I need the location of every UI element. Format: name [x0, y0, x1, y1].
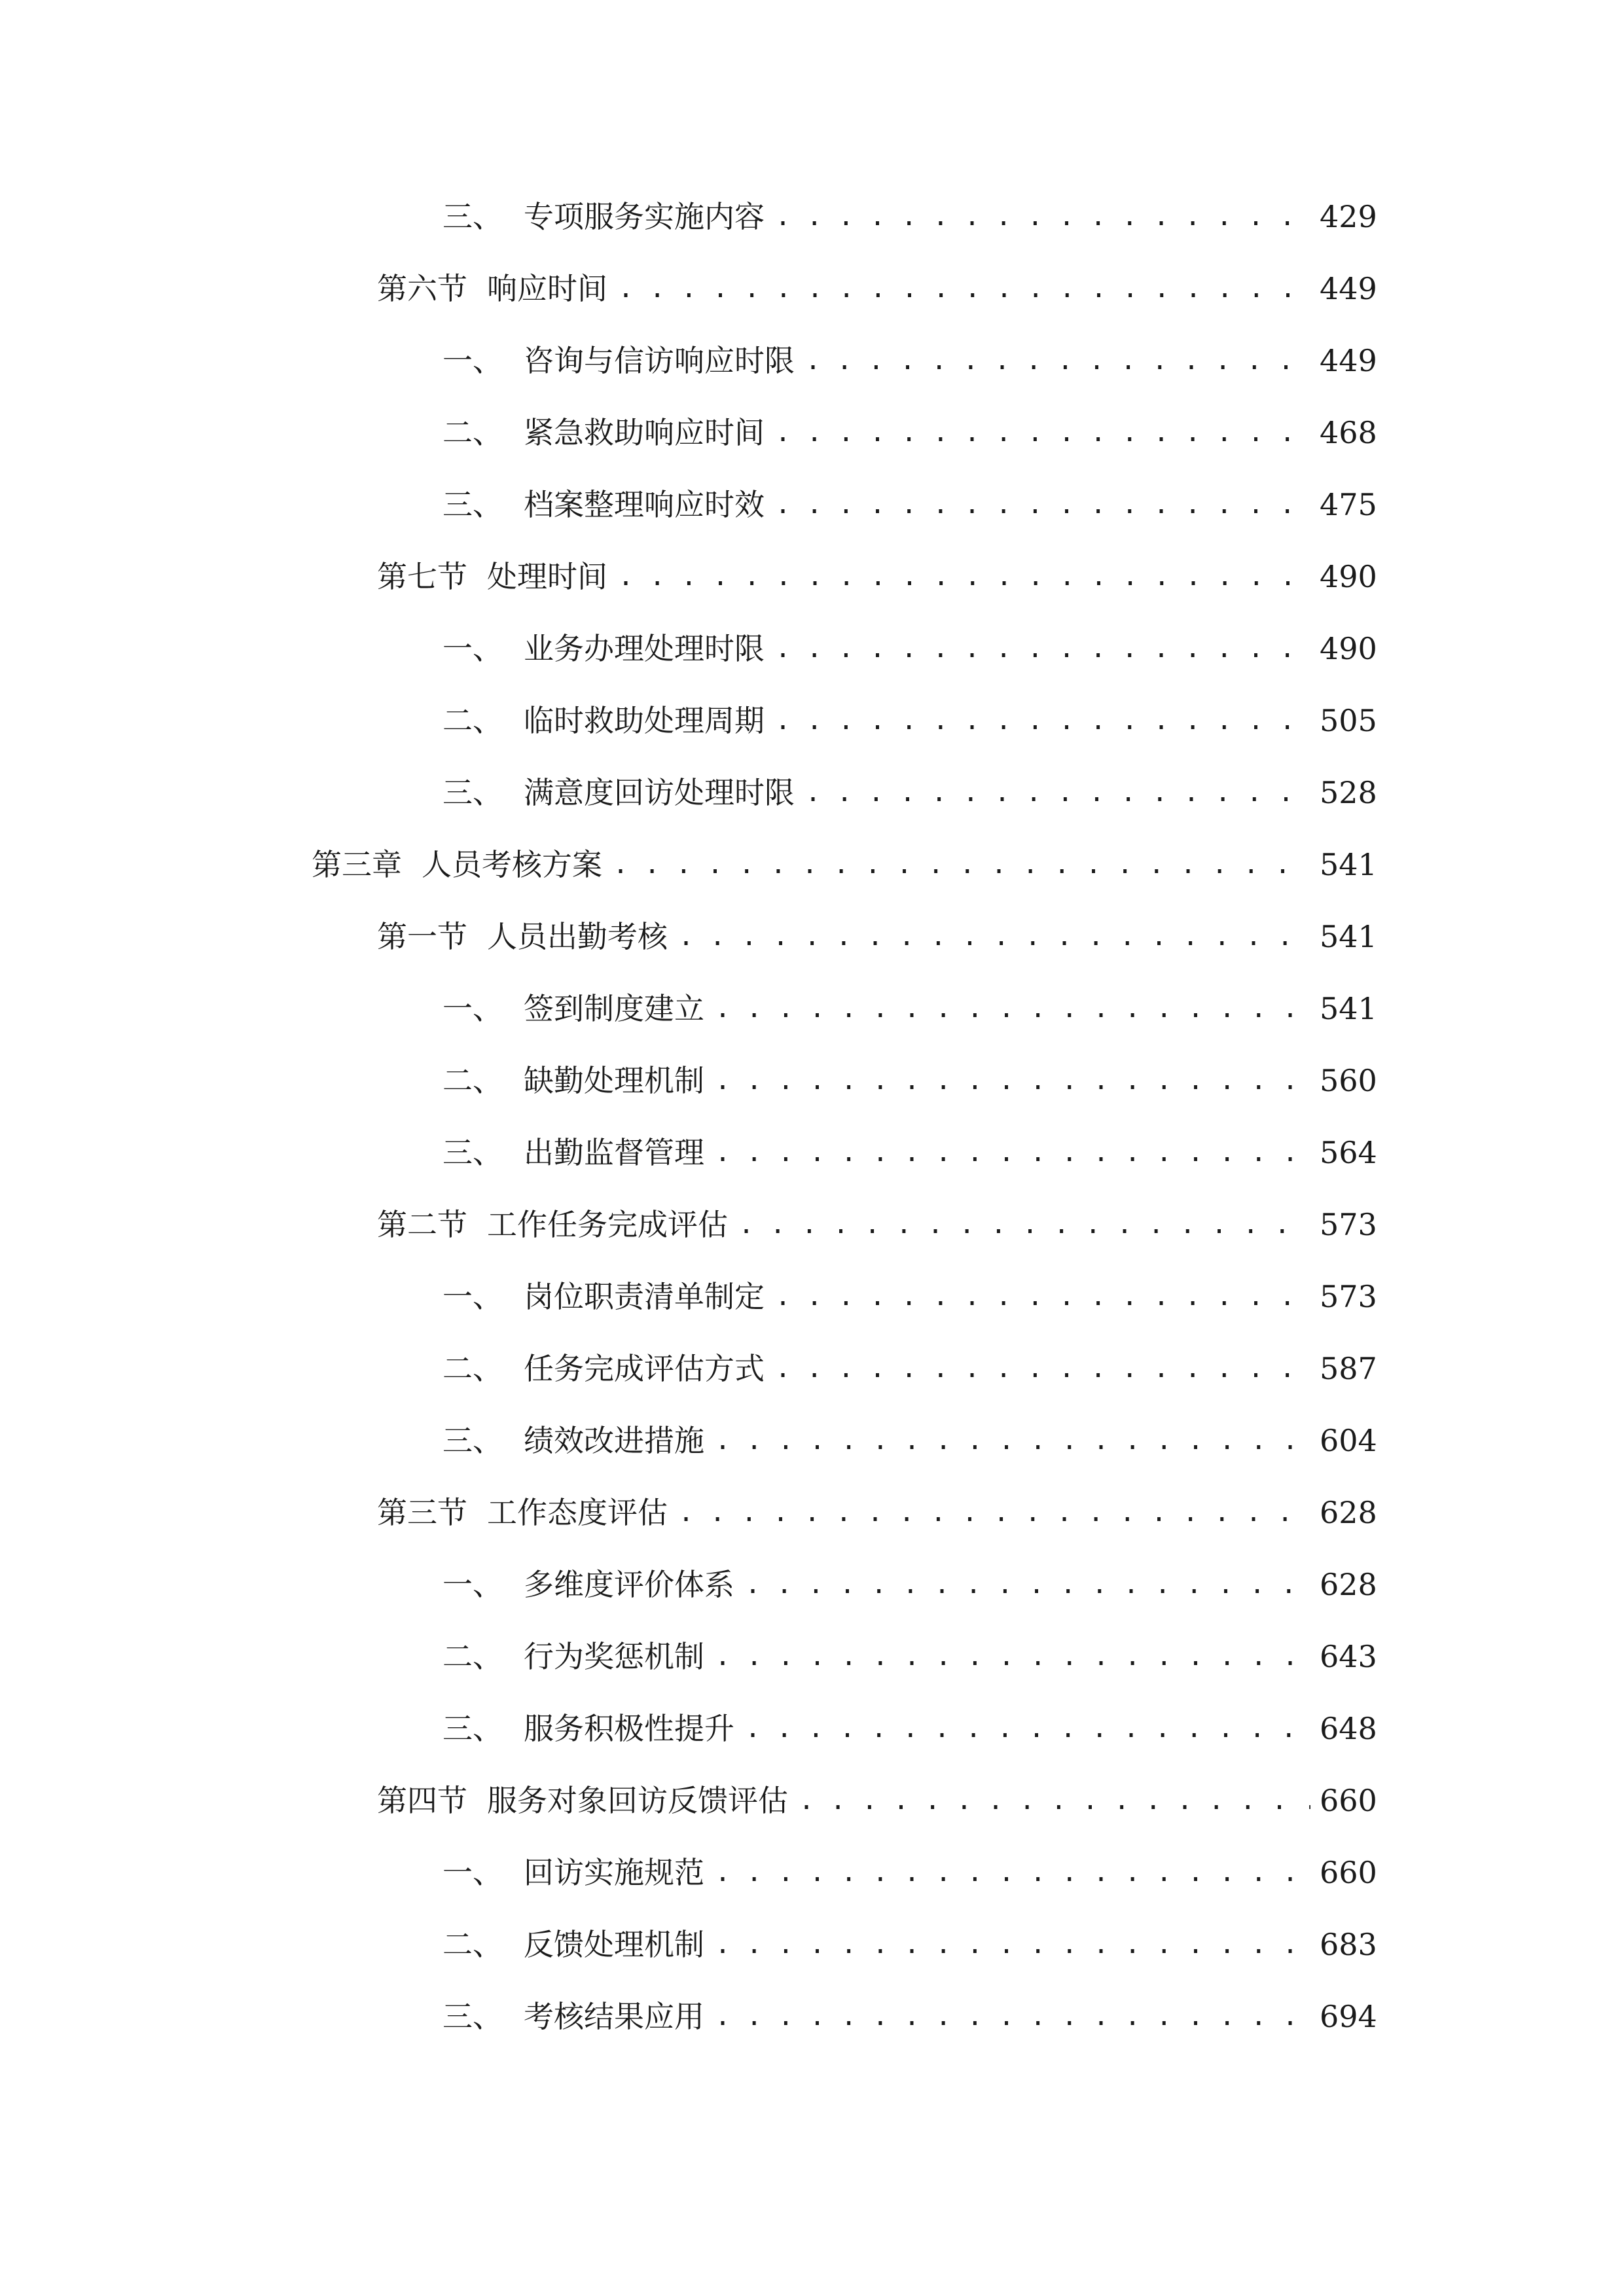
toc-entry-page: 490: [1320, 631, 1377, 666]
toc-entry[interactable]: [442, 1274, 1377, 1319]
dot-leader: [715, 1058, 1310, 1103]
toc-entry-title: 考核结果应用: [524, 1999, 704, 2034]
toc-entry[interactable]: [442, 1058, 1377, 1103]
toc-entry[interactable]: [312, 842, 1377, 888]
toc-entry-page: 648: [1320, 1711, 1377, 1746]
toc-entry-page: 643: [1320, 1639, 1377, 1674]
toc-entry[interactable]: [442, 410, 1377, 456]
toc-entry[interactable]: [442, 770, 1377, 816]
dot-leader: [775, 410, 1310, 456]
toc-entry[interactable]: [442, 1922, 1377, 1967]
toc-entry-number: 三、: [442, 1999, 503, 2034]
toc-entry-number: 三、: [442, 199, 503, 234]
toc-entry-number: 第二节: [377, 1207, 467, 1242]
toc-entry-number: 第六节: [377, 271, 467, 306]
toc-entry-page: 573: [1320, 1207, 1377, 1242]
toc-entry-title: 咨询与信访响应时限: [524, 343, 795, 378]
dot-leader: [678, 1490, 1310, 1535]
dot-leader: [738, 1202, 1310, 1247]
toc-entry-title: 档案整理响应时效: [524, 487, 765, 522]
toc-entry-number: 第七节: [377, 559, 467, 594]
toc-entry-title: 满意度回访处理时限: [524, 775, 795, 810]
toc-entry-number: 一、: [442, 991, 503, 1026]
toc-entry-page: 660: [1320, 1783, 1377, 1818]
toc-entry-page: 505: [1320, 703, 1377, 738]
dot-leader: [745, 1562, 1310, 1607]
toc-entry-page: 541: [1320, 847, 1377, 882]
toc-entry-title: 处理时间: [487, 559, 607, 594]
toc-entry-number: 一、: [442, 343, 503, 378]
toc-entry-page: 628: [1320, 1495, 1377, 1530]
toc-entry-title: 反馈处理机制: [524, 1927, 704, 1962]
toc-entry[interactable]: [442, 626, 1377, 672]
dot-leader: [613, 842, 1310, 888]
toc-entry[interactable]: [442, 986, 1377, 1031]
toc-entry-number: 二、: [442, 703, 503, 738]
toc-entry-page: 541: [1320, 919, 1377, 954]
toc-entry-page: 604: [1320, 1423, 1377, 1458]
toc-entry-page: 528: [1320, 775, 1377, 810]
toc-entry-title: 人员出勤考核: [487, 919, 668, 954]
toc-entry-title: 服务对象回访反馈评估: [487, 1783, 788, 1818]
toc-entry[interactable]: [377, 1778, 1377, 1823]
toc-entry-page: 429: [1320, 199, 1377, 234]
toc-entry[interactable]: [442, 194, 1377, 240]
toc-entry[interactable]: [377, 1490, 1377, 1535]
toc-entry-page: 573: [1320, 1279, 1377, 1314]
dot-leader: [715, 1850, 1310, 1895]
toc-entry-number: 第四节: [377, 1783, 467, 1818]
toc-entry-number: 一、: [442, 1855, 503, 1890]
toc-entry[interactable]: [442, 1346, 1377, 1391]
toc-entry-page: 560: [1320, 1063, 1377, 1098]
toc-entry-title: 临时救助处理周期: [524, 703, 765, 738]
toc-entry-number: 三、: [442, 1423, 503, 1458]
toc-entry-number: 二、: [442, 1927, 503, 1962]
toc-entry[interactable]: [377, 554, 1377, 600]
toc-entry-page: 587: [1320, 1351, 1377, 1386]
dot-leader: [805, 338, 1310, 384]
toc-entry[interactable]: [442, 1418, 1377, 1463]
toc-entry-number: 第三节: [377, 1495, 467, 1530]
toc-entry-number: 第一节: [377, 919, 467, 954]
dot-leader: [715, 986, 1310, 1031]
dot-leader: [799, 1778, 1310, 1823]
toc-entry-title: 工作态度评估: [487, 1495, 668, 1530]
dot-leader: [775, 194, 1310, 240]
dot-leader: [678, 914, 1310, 960]
toc-entry-page: 694: [1320, 1999, 1377, 2034]
toc-entry-title: 专项服务实施内容: [524, 199, 765, 234]
toc-entry[interactable]: [377, 1202, 1377, 1247]
toc-entry[interactable]: [442, 1850, 1377, 1895]
toc-entry-title: 紧急救助响应时间: [524, 415, 765, 450]
dot-leader: [775, 1346, 1310, 1391]
toc-entry-page: 541: [1320, 991, 1377, 1026]
toc-entry-number: 二、: [442, 415, 503, 450]
toc-entry[interactable]: [442, 1634, 1377, 1679]
toc-entry-page: 475: [1320, 487, 1377, 522]
toc-entry-title: 岗位职责清单制定: [524, 1279, 765, 1314]
dot-leader: [715, 1634, 1310, 1679]
toc-entry-title: 响应时间: [487, 271, 607, 306]
toc-entry[interactable]: [442, 482, 1377, 528]
toc-entry-title: 人员考核方案: [422, 847, 602, 882]
toc-entry[interactable]: [442, 1562, 1377, 1607]
toc-entry-number: 二、: [442, 1063, 503, 1098]
toc-entry-number: 三、: [442, 1135, 503, 1170]
toc-entry-page: 660: [1320, 1855, 1377, 1890]
dot-leader: [775, 1274, 1310, 1319]
dot-leader: [715, 1130, 1310, 1175]
dot-leader: [775, 482, 1310, 528]
dot-leader: [715, 1922, 1310, 1967]
toc-entry-page: 449: [1320, 343, 1377, 378]
dot-leader: [715, 1418, 1310, 1463]
toc-entry-number: 二、: [442, 1351, 503, 1386]
dot-leader: [618, 266, 1310, 312]
toc-entry-title: 服务积极性提升: [524, 1711, 734, 1746]
toc-entry-number: 三、: [442, 1711, 503, 1746]
toc-entry-number: 三、: [442, 487, 503, 522]
dot-leader: [715, 1994, 1310, 2039]
toc-entry-page: 468: [1320, 415, 1377, 450]
dot-leader: [745, 1706, 1310, 1751]
toc-entry-title: 回访实施规范: [524, 1855, 704, 1890]
toc-entry-number: 三、: [442, 775, 503, 810]
toc-entry-title: 签到制度建立: [524, 991, 704, 1026]
dot-leader: [775, 698, 1310, 744]
toc-entry-title: 行为奖惩机制: [524, 1639, 704, 1674]
toc-entry-number: 一、: [442, 1567, 503, 1602]
toc-entry-page: 490: [1320, 559, 1377, 594]
toc-entry-title: 业务办理处理时限: [524, 631, 765, 666]
toc-entry[interactable]: [442, 698, 1377, 744]
toc-entry-number: 第三章: [312, 847, 402, 882]
toc-entry-number: 一、: [442, 1279, 503, 1314]
toc-entry-title: 多维度评价体系: [524, 1567, 734, 1602]
toc-entry[interactable]: [377, 914, 1377, 960]
toc-entry[interactable]: [442, 1706, 1377, 1751]
dot-leader: [805, 770, 1310, 816]
toc-entry[interactable]: [377, 266, 1377, 312]
toc-entry-page: 683: [1320, 1927, 1377, 1962]
toc-entry-number: 一、: [442, 631, 503, 666]
toc-entry-number: 二、: [442, 1639, 503, 1674]
toc-entry-title: 工作任务完成评估: [487, 1207, 728, 1242]
toc-entry-page: 449: [1320, 271, 1377, 306]
toc-entry-title: 任务完成评估方式: [524, 1351, 765, 1386]
toc-entry-page: 628: [1320, 1567, 1377, 1602]
toc-entry-page: 564: [1320, 1135, 1377, 1170]
dot-leader: [775, 626, 1310, 672]
toc-entry[interactable]: [442, 1994, 1377, 2039]
toc-entry[interactable]: [442, 1130, 1377, 1175]
toc-entry-title: 缺勤处理机制: [524, 1063, 704, 1098]
dot-leader: [618, 554, 1310, 600]
toc-entry-title: 绩效改进措施: [524, 1423, 704, 1458]
toc-entry-title: 出勤监督管理: [524, 1135, 704, 1170]
toc-entry[interactable]: [442, 338, 1377, 384]
